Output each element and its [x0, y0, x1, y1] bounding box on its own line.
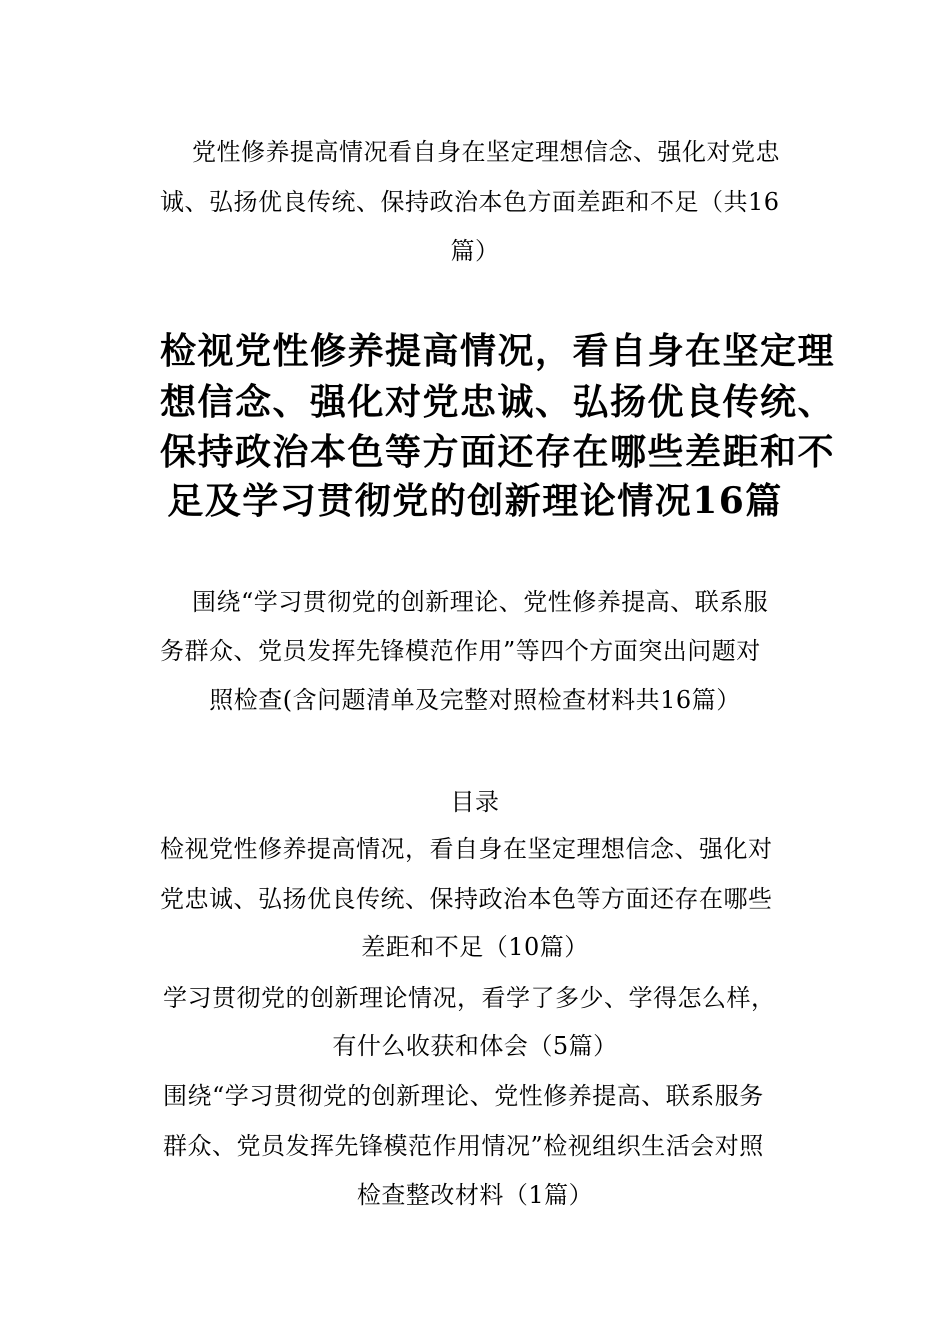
toc-entry-line: 检视党性修养提高情况，看自身在坚定理想信念、强化对	[160, 835, 773, 863]
intro-line: 诚、弘扬优良传统、保持政治本色方面差距和不足（共16	[160, 188, 780, 216]
toc-entry-line: 群众、党员发挥先锋模范作用情况”检视组织生活会对照	[163, 1132, 764, 1160]
title-line: 保持政治本色等方面还存在哪些差距和不	[160, 431, 836, 473]
toc-entry-line: 围绕“学习贯彻党的创新理论、党性修养提高、联系服务	[163, 1082, 764, 1110]
toc-heading: 目录	[450, 788, 500, 816]
subtitle-line: 围绕“学习贯彻党的创新理论、党性修养提高、联系服	[192, 588, 769, 616]
toc-entry-line: 检查整改材料（1篇）	[356, 1181, 594, 1209]
title-line: 想信念、强化对党忠诚、弘扬优良传统、	[160, 381, 836, 423]
toc-entry-line: 有什么收获和体会（5篇）	[332, 1032, 618, 1060]
title-line: 足及学习贯彻党的创新理论情况16篇	[167, 480, 783, 522]
title-line: 检视党性修养提高情况，看自身在坚定理	[160, 330, 836, 372]
intro-line: 党性修养提高情况看自身在坚定理想信念、强化对党忠	[192, 138, 780, 166]
subtitle-line: 务群众、党员发挥先锋模范作用”等四个方面突出问题对	[160, 637, 761, 665]
subtitle-line: 照检查(含问题清单及完整对照检查材料共16篇）	[209, 686, 741, 714]
toc-entry-line: 党忠诚、弘扬优良传统、保持政治本色等方面还存在哪些	[160, 885, 773, 913]
toc-entry-line: 差距和不足（10篇）	[361, 933, 589, 961]
toc-entry-line: 学习贯彻党的创新理论情况，看学了多少、学得怎么样，	[163, 984, 776, 1012]
intro-line: 篇）	[450, 237, 500, 265]
